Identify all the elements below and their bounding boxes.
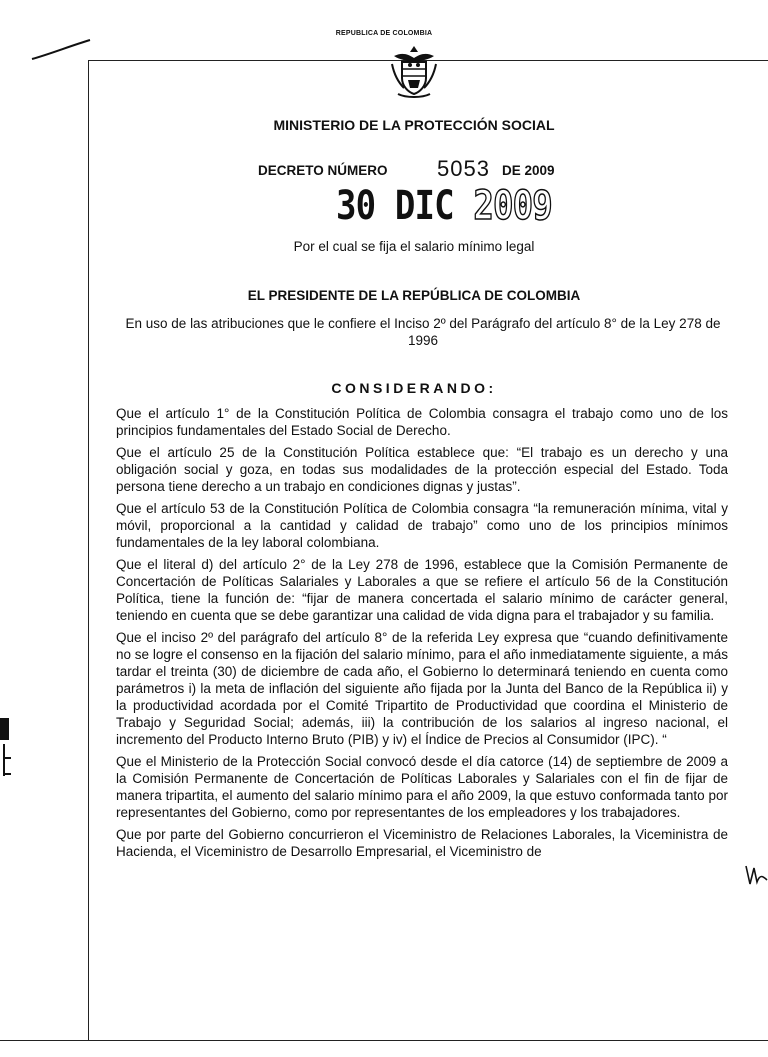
stamp-year: 2009 — [473, 183, 552, 229]
margin-mark-icon — [0, 718, 12, 778]
decree-subtitle: Por el cual se fija el salario mínimo legal — [293, 239, 535, 254]
pen-mark-icon — [30, 38, 92, 62]
coat-of-arms-icon — [388, 44, 440, 102]
paragraph: Que el artículo 1° de la Constitución Política de Colombia consagra el trabajo como uno de los principios fundamentales del Estado Social de Derecho. — [116, 406, 728, 438]
authority-statement: En uso de las atribuciones que le confiere el Inciso 2º del Parágrafo del artículo 8° de la Ley 278 de 1996 — [125, 316, 721, 348]
decree-year-label: DE 2009 — [502, 163, 555, 178]
paragraph: Que el inciso 2º del parágrafo del artículo 8° de la referida Ley expresa que “cuando definitivamente no se logre el consenso en la fijación del salario mínimo, para el año inmediatamente siguiente, a más tardar el treinta (30) de diciembre de cada año, el Gobierno lo determinará teniendo en cuenta como parámetros i) la meta de inflación del siguiente año fijada por la Junta del Banco de la República ii) y la productividad acordada por el Comité Tripartito de Productividad que coordina el Ministerio de Trabajo y Seguridad Social; además, iii) la contribución de los salarios al ingreso nacional, el incremento del Producto Interno Bruto (PIB) y iv) el Índice de Precios al Consumidor (IPC). “ — [116, 630, 728, 747]
country-header: REPUBLICA DE COLOMBIA — [335, 30, 433, 37]
president-heading: EL PRESIDENTE DE LA REPÚBLICA DE COLOMBIA — [247, 288, 581, 303]
paragraph: Que el literal d) del artículo 2° de la Ley 278 de 1996, establece que la Comisión Permanente de Concertación de Políticas Salariales y Laborales a que se refiere el artículo 56 de la Constitución Política, tiene la función de: “fijar de manera concertada el salario mínimo de carácter general, teniendo en cuenta que se debe garantizar una calidad de vida digna para el trabajador y su familia. — [116, 557, 728, 623]
decree-label: DECRETO NÚMERO — [258, 163, 388, 178]
considerations-body — [116, 405, 728, 865]
paragraph: Que por parte del Gobierno concurrieron el Viceministro de Relaciones Laborales, la Viceministra de Hacienda, el Viceministro de Desarrollo Empresarial, el Viceministro de — [116, 827, 728, 859]
frame-left-line — [88, 60, 89, 1040]
paragraph: Que el Ministerio de la Protección Social convocó desde el día catorce (14) de septiembre de 2009 a la Comisión Permanente de Concertación de Políticas Laborales y Salariales con el fin de fijar de manera tripartita, el aumento del salario mínimo para el año 2009, la que estuvo conformada tanto por representantes del Gobierno, como por representantes de los empleadores y los trabajadores. — [116, 754, 728, 820]
considerando-heading: CONSIDERANDO: — [331, 380, 497, 396]
initials-signature-icon — [744, 862, 768, 888]
decree-number: 5053 — [437, 156, 490, 181]
frame-bottom-line — [0, 1040, 768, 1041]
paragraph: Que el artículo 53 de la Constitución Política de Colombia consagra “la remuneración mínima, vital y móvil, proporcional a la cantidad y calidad de trabajo” como uno de los principios mínimos fundamentales de la ley laboral colombiana. — [116, 501, 728, 550]
stamp-date: 30 DIC — [336, 183, 454, 229]
ministry-title: MINISTERIO DE LA PROTECCIÓN SOCIAL — [273, 117, 555, 133]
paragraph: Que el artículo 25 de la Constitución Política establece que: “El trabajo es un derecho y una obligación social y goza, en todas sus modalidades de la protección especial del Estado. Toda persona tiene derecho a un trabajo en condiciones dignas y justas”. — [116, 445, 728, 494]
date-stamp — [336, 183, 552, 229]
